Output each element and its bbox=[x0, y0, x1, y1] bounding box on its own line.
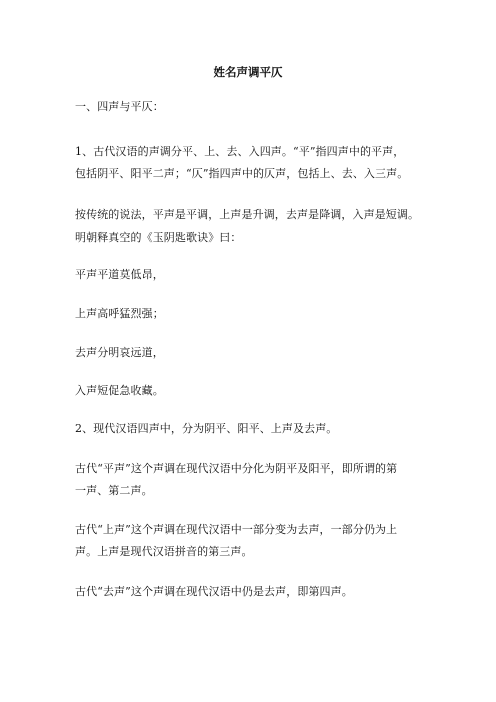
document-title: 姓名声调平仄 bbox=[213, 65, 283, 79]
paragraph-line: 按传统的说法，平声是平调，上声是升调，去声是降调，入声是短调。 bbox=[75, 208, 420, 221]
paragraph-line: 包括阴平、阳平二声；“仄”指四声中的仄声，包括上、去、入三声。 bbox=[75, 167, 409, 180]
paragraph-line: 古代“上声”这个声调在现代汉语中一部分变为去声，一部分仍为上 bbox=[75, 523, 398, 536]
paragraph-line: 古代“平声”这个声调在现代汉语中分化为阴平及阳平，即所谓的第 bbox=[75, 462, 398, 475]
section-heading-1: 一、四声与平仄： bbox=[75, 100, 164, 113]
poem-line: 去声分明哀远道， bbox=[75, 346, 164, 359]
paragraph-line: 声。上声是现代汉语拼音的第三声。 bbox=[75, 545, 253, 558]
section-heading-2: 2、现代汉语四声中，分为阴平、阳平、上声及去声。 bbox=[75, 422, 338, 435]
poem-line: 入声短促急收藏。 bbox=[75, 384, 164, 397]
paragraph-line: 明朝释真空的《玉阴匙歌诀》曰： bbox=[75, 231, 242, 244]
paragraph-line: 1、古代汉语的声调分平、上、去、入四声。“平”指四声中的平声， bbox=[75, 145, 405, 158]
paragraph-line: 古代“去声”这个声调在现代汉语中仍是去声，即第四声。 bbox=[75, 585, 353, 598]
poem-line: 上声高呼猛烈强； bbox=[75, 307, 164, 320]
poem-line: 平声平道莫低昂， bbox=[75, 268, 164, 281]
paragraph-line: 一声、第二声。 bbox=[75, 484, 153, 497]
